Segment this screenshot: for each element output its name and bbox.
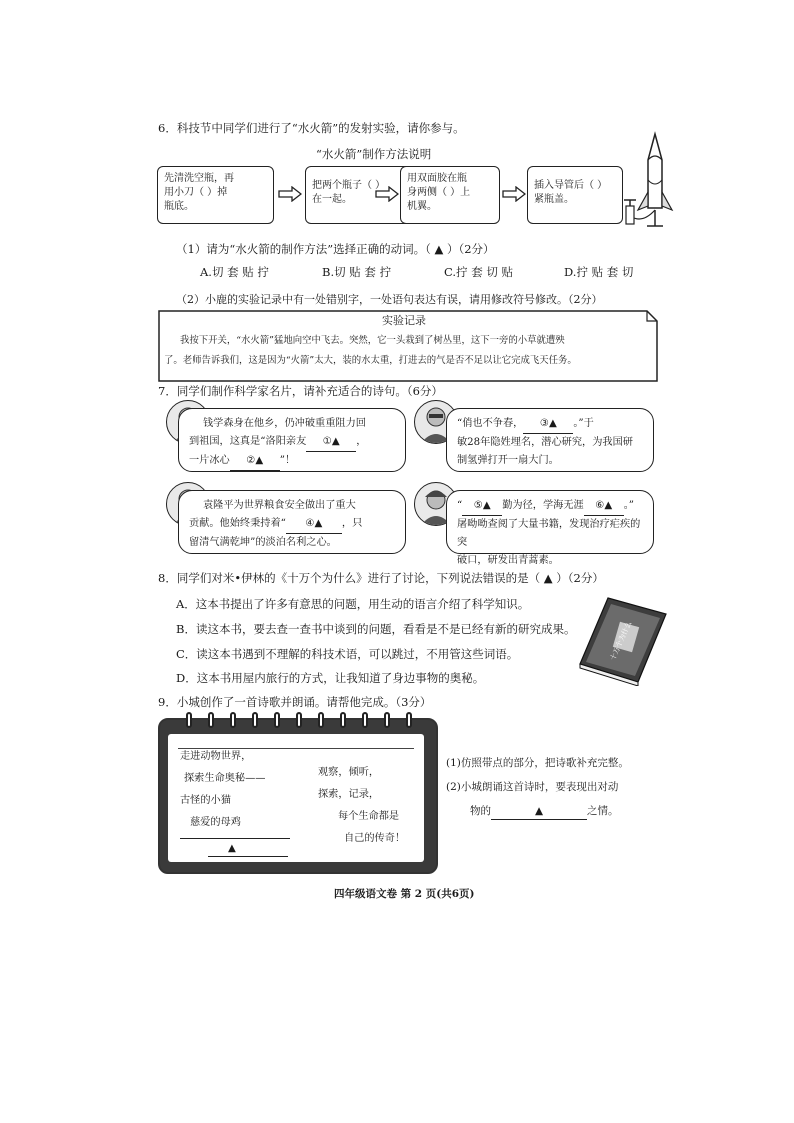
card-tu-youyou xyxy=(446,490,654,566)
poem-line-3: 古怪的小猫 xyxy=(180,795,231,806)
blank-4[interactable]: ④▲ xyxy=(286,515,342,534)
q9-sub2-prefix: 物的 xyxy=(470,805,491,817)
blank-1[interactable]: ①▲ xyxy=(306,433,356,452)
poem-right-3: 每个生命都是 xyxy=(338,811,400,822)
ring-icon xyxy=(274,712,280,728)
ring-icon xyxy=(186,712,192,728)
ring-icon xyxy=(318,712,324,728)
blank-3[interactable]: ③▲ xyxy=(523,415,573,434)
ring-icon xyxy=(230,712,236,728)
step-4-line-1: 插入导管后（ ） xyxy=(534,180,608,191)
card-2-line-2: 敏28年隐姓埋名，潜心研究，为我国研 xyxy=(457,437,633,448)
ring-icon xyxy=(252,712,258,728)
q9-sub2-suffix: 之情。 xyxy=(587,805,619,817)
q8-option-a: A．这本书提出了许多有意思的问题，用生动的语言介绍了科学知识。 xyxy=(176,597,530,611)
record-line-1: 我按下开关，“水火箭”猛地向空中飞去。突然，它一头栽到了树丛里，这下一旁的小草就遭殃 xyxy=(180,335,565,346)
poem-blank[interactable]: ▲ xyxy=(228,843,236,854)
card-yuan-longping xyxy=(178,490,406,554)
card-1-punct: ， xyxy=(356,436,367,447)
card-3-line-2: 贡献。他始终秉持着“ xyxy=(189,518,286,529)
q6-sub1: （1）请为“水火箭的制作方法”选择正确的动词。（ ▲ ）（2分） xyxy=(176,242,495,256)
card-qian-xuesen xyxy=(178,408,406,472)
ring-icon xyxy=(208,712,214,728)
step-2-line-2: 在一起。 xyxy=(312,194,352,205)
q8-option-d: D．这本书用屋内旅行的方式，让我知道了身边事物的奥秘。 xyxy=(176,671,485,685)
book-title: 十万个为什么 xyxy=(608,620,634,662)
page-footer: 四年级语文卷 第 2 页(共6页) xyxy=(334,888,475,900)
water-rocket-illustration xyxy=(622,130,684,230)
card-yu-min xyxy=(446,408,654,472)
step-1-line-1: 先清洗空瓶，再 xyxy=(164,173,234,184)
blank-5[interactable]: ⑤▲ xyxy=(462,497,502,516)
card-3-tail: ，只 xyxy=(341,518,363,529)
q9-sub2-cont xyxy=(470,804,619,820)
step-1-line-2: 用小刀（ ）掉 xyxy=(164,187,228,198)
step-3-line-3: 机翼。 xyxy=(407,201,437,212)
card-2-line-1: “俏也不争春， xyxy=(457,418,524,429)
blank-2[interactable]: ②▲ xyxy=(230,452,280,471)
poem-right-1: 观察，倾听， xyxy=(318,767,380,778)
poem-line-4: 慈爱的母鸡 xyxy=(190,817,241,828)
record-title: 实验记录 xyxy=(382,314,426,327)
q8-stem: 8．同学们对米•伊林的《十万个为什么》进行了讨论，下列说法错误的是（ ▲ ）（2分） xyxy=(158,571,604,585)
poem-right-2: 探索，记录， xyxy=(318,789,380,800)
q6-stem: 6．科技节中同学们进行了“水火箭”的发射实验，请你参与。 xyxy=(158,121,465,135)
step-4-box xyxy=(527,166,623,224)
q6-option-b: B.切 贴 套 拧 xyxy=(322,265,392,279)
ring-icon xyxy=(340,712,346,728)
step-3-line-1: 用双面胶在瓶 xyxy=(407,173,467,184)
card-4-line-3: 破口，研发出青蒿素。 xyxy=(457,555,559,566)
step-1-line-3: 瓶底。 xyxy=(164,201,194,212)
q6-option-c: C.拧 套 切 贴 xyxy=(444,265,514,279)
step-1-box xyxy=(157,166,274,224)
q6-option-a: A.切 套 贴 拧 xyxy=(200,265,269,279)
poem-line-2: 探索生命奥秘—— xyxy=(184,773,266,784)
poem-line-1: 走进动物世界， xyxy=(180,751,252,762)
q7-stem: 7．同学们制作科学家名片，请补充适合的诗句。（6分） xyxy=(158,384,443,398)
q9-sub2: (2)小城朗诵这首诗时，要表现出对动 xyxy=(446,781,619,793)
card-1-end: ”！ xyxy=(279,455,296,466)
q9-stem: 9．小城创作了一首诗歌并朗诵。请帮他完成。（3分） xyxy=(158,695,432,709)
ring-icon xyxy=(296,712,302,728)
step-4-line-2: 紧瓶盖。 xyxy=(534,194,574,205)
ring-icon xyxy=(362,712,368,728)
card-4-quote: “ xyxy=(457,500,463,511)
arrow-right-icon xyxy=(502,186,526,202)
card-3-line-1: 袁隆平为世界粮食安全做出了重大 xyxy=(203,500,356,511)
notebook-page xyxy=(168,734,424,862)
step-3-line-2: 身两侧（ ）上 xyxy=(407,187,471,198)
arrow-right-icon xyxy=(278,186,302,202)
card-4-end: 。” xyxy=(623,500,635,511)
q6-sub2: （2）小鹿的实验记录中有一处错别字，一处语句表达有误，请用修改符号修改。（2分） xyxy=(176,293,603,306)
step-2-line-1: 把两个瓶子（ ） xyxy=(312,180,386,191)
q6-option-d: D.拧 贴 套 切 xyxy=(564,265,634,279)
ring-icon xyxy=(384,712,390,728)
poem-right-4: 自己的传奇！ xyxy=(344,833,406,844)
poem-notebook xyxy=(158,718,438,874)
record-line-2: 了。老师告诉我们，这是因为“火箭”太大，装的水太重，打进去的气是否不足以让它完成飞天任务。 xyxy=(164,355,577,366)
ring-icon xyxy=(406,712,412,728)
card-4-line-1: 勤为径，学海无涯 xyxy=(502,500,584,511)
q8-option-b: B．读这本书，要去查一查书中谈到的问题，看看是不是已经有新的研究成果。 xyxy=(176,622,576,636)
blank-6[interactable]: ⑥▲ xyxy=(584,497,624,516)
card-2-line-3: 制氢弹打开一扇大门。 xyxy=(457,455,559,466)
card-1-line-3: 一片冰心 xyxy=(189,455,230,466)
card-3-line-3: 留清气满乾坤”的淡泊名利之心。 xyxy=(189,537,337,548)
card-2-tail: 。”于 xyxy=(573,418,594,429)
card-1-line-2: 到祖国，这真是“洛阳亲友 xyxy=(189,436,307,447)
q9-sub1: (1)仿照带点的部分，把诗歌补充完整。 xyxy=(446,757,629,769)
card-1-line-1: 钱学森身在他乡，仍冲破重重阻力回 xyxy=(203,418,366,429)
q9-blank[interactable]: ▲ xyxy=(491,804,587,820)
card-4-line-2: 屠呦呦查阅了大量书籍，发现治疗疟疾的突 xyxy=(457,519,641,548)
q6-method-title: “水火箭”制作方法说明 xyxy=(316,147,432,161)
step-3-box xyxy=(400,166,500,224)
arrow-right-icon xyxy=(375,186,399,202)
q8-option-c: C．读这本书遇到不理解的科技术语，可以跳过，不用管这些词语。 xyxy=(176,647,519,661)
